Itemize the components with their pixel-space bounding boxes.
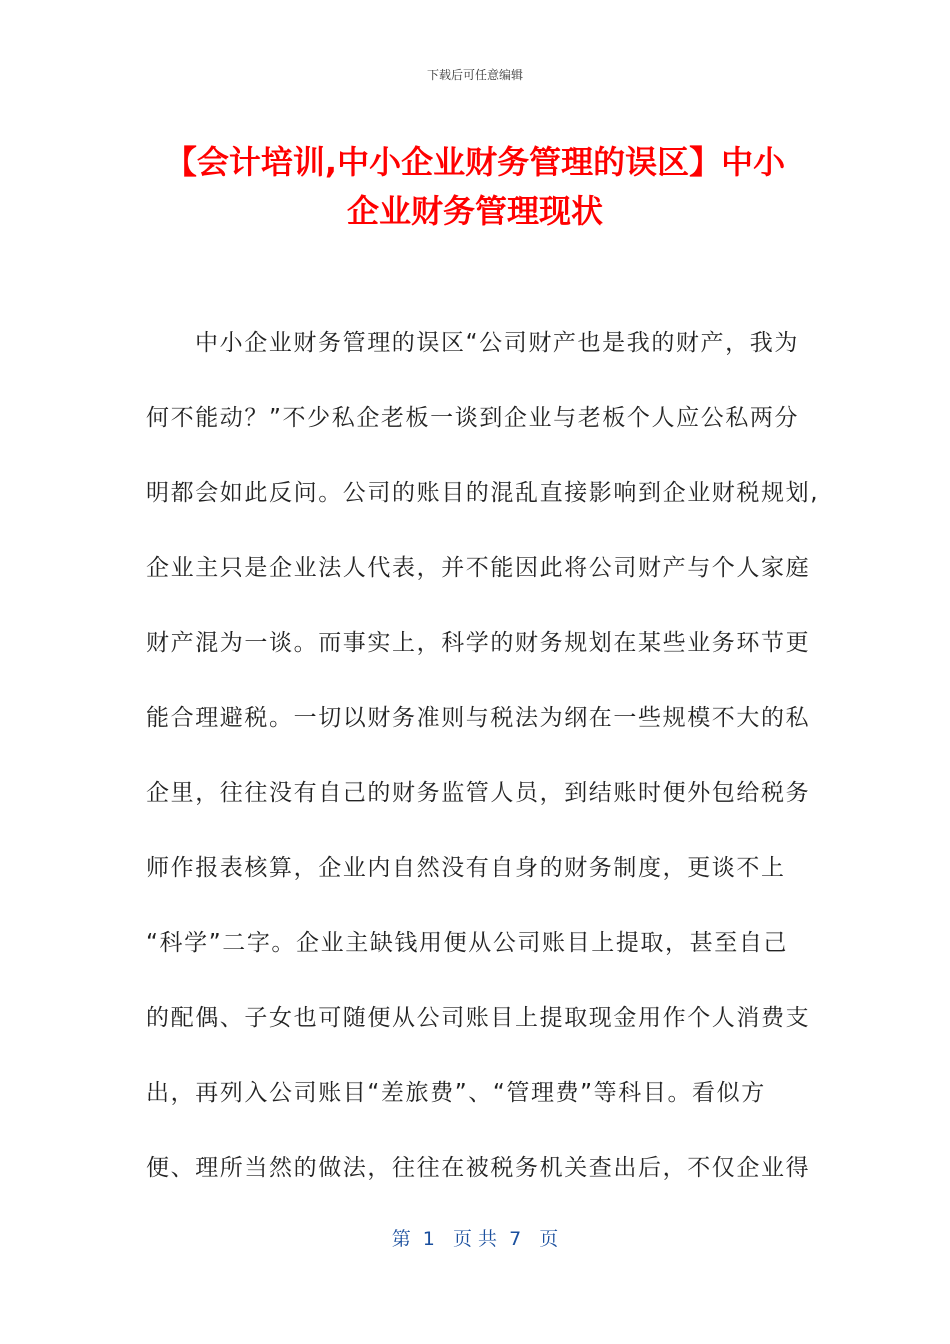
title-line-2: 企业财务管理现状 (346, 192, 603, 230)
body-line: 便、理所当然的做法，往往在被税务机关查出后，不仅企业得 (146, 1155, 811, 1181)
body-line: 师作报表核算，企业内自然没有自身的财务制度，更谈不上 (146, 855, 786, 881)
body-line: “科学”二字。企业主缺钱用便从公司账目上提取，甚至自己 (146, 930, 789, 956)
header-note: 下载后可任意编辑 (426, 68, 523, 82)
body-line: 能合理避税。一切以财务准则与税法为纲在一些规模不大的私 (146, 705, 811, 731)
body-line: 企里，往往没有自己的财务监管人员，到结账时便外包给税务 (146, 780, 811, 806)
document-title (130, 138, 820, 236)
body-line: 财产混为一谈。而事实上，科学的财务规划在某些业务环节更 (146, 630, 811, 656)
body-line: 中小企业财务管理的误区“公司财产也是我的财产，我为 (195, 330, 799, 356)
body-line: 的配偶、子女也可随便从公司账目上提取现金用作个人消费支 (146, 1005, 811, 1031)
body-line: 企业主只是企业法人代表，并不能因此将公司财产与个人家庭 (146, 555, 811, 581)
page-number-footer: 第 1 页 共 7 页 (391, 1228, 559, 1250)
body-line: 出，再列入公司账目“差旅费”、“管理费”等科目。看似方 (146, 1080, 766, 1106)
body-line: 明都会如此反问。公司的账目的混乱直接影响到企业财税规划, (146, 480, 820, 506)
body-paragraph (146, 318, 820, 1218)
title-line-1: 【会计培训,中小企业财务管理的误区】中小 (164, 143, 786, 181)
body-line: 何不能动？”不少私企老板一谈到企业与老板个人应公私两分 (146, 405, 800, 431)
